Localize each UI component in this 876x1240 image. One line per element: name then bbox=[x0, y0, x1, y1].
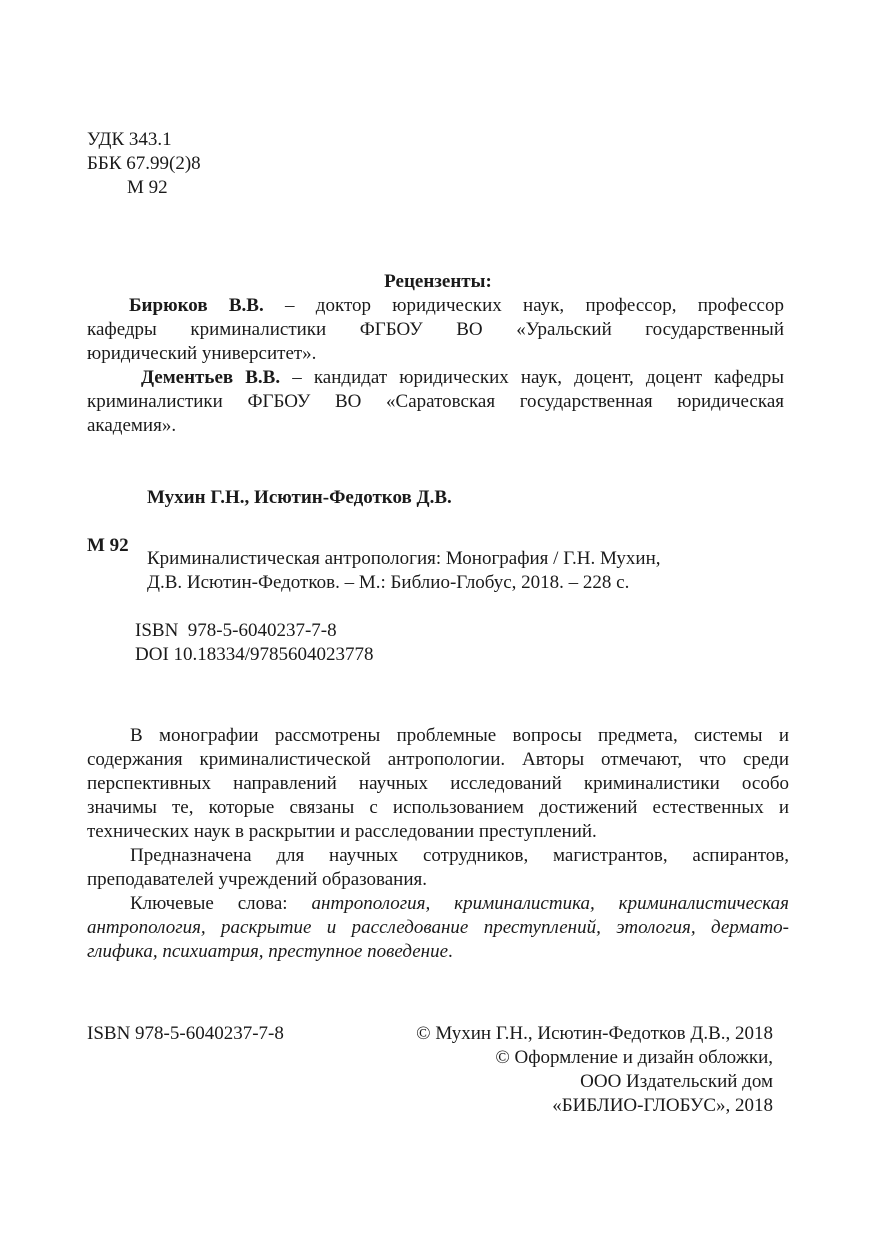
reviewer2-line2: криминалистики ФГБОУ ВО «Саратовская государственная юридическая bbox=[87, 391, 784, 412]
abstract-p1-line1: В монографии рассмотрены проблемные вопросы предмета, системы и bbox=[130, 725, 789, 746]
copyright-publisher-name: «БИБЛИО-ГЛОБУС», 2018 bbox=[552, 1095, 773, 1116]
copyright-authors: © Мухин Г.Н., Исютин-Федотков Д.В., 2018 bbox=[416, 1023, 773, 1044]
reviewer2-name: Дементьев В.В. bbox=[141, 367, 281, 388]
keywords-line3: глифика, психиатрия, преступное поведение. bbox=[87, 941, 453, 962]
bbk-code: ББК 67.99(2)8 bbox=[87, 153, 201, 174]
reviewer2-line3: академия». bbox=[87, 415, 177, 436]
authors-heading: Мухин Г.Н., Исютин-Федотков Д.В. bbox=[147, 487, 452, 508]
abstract-p2-line1: Предназначена для научных сотрудников, магистрантов, аспирантов, bbox=[130, 845, 789, 866]
footer-isbn: ISBN 978-5-6040237-7-8 bbox=[87, 1023, 284, 1044]
keywords-list: антропология, криминалистика, криминалистическая bbox=[311, 893, 789, 914]
abstract-p1-line3: перспективных направлений научных исследований криминалистики особо bbox=[87, 773, 789, 794]
keywords-line1 bbox=[87, 892, 789, 916]
bibliographic-line2: Д.В. Исютин-Федотков. – М.: Библио-Глобус, 2018. – 228 с. bbox=[147, 572, 630, 593]
keywords-label: Ключевые слова: bbox=[130, 893, 312, 914]
reviewer1-line1: Бирюков В.В. – доктор юридических наук, профессор, профессор bbox=[129, 295, 784, 316]
abstract-p1-line4: значимы те, которые связаны с использованием достижений естественных и bbox=[87, 797, 789, 818]
reviewer1-name: Бирюков В.В. bbox=[129, 295, 264, 316]
reviewer2-line1: Дементьев В.В. – кандидат юридических наук, доцент, доцент кафедры bbox=[141, 367, 784, 388]
copyright-design: © Оформление и дизайн обложки, bbox=[495, 1047, 773, 1068]
catalog-mark: М 92 bbox=[87, 535, 129, 556]
udk-code: УДК 343.1 bbox=[87, 129, 172, 150]
author-mark: М 92 bbox=[127, 177, 168, 198]
abstract-p1-line5: технических наук в раскрытии и расследовании преступлений. bbox=[87, 821, 597, 842]
reviewers-title: Рецензенты: bbox=[384, 271, 492, 292]
doi-identifier: DOI 10.18334/9785604023778 bbox=[135, 644, 374, 665]
abstract-p2-line2: преподавателей учреждений образования. bbox=[87, 869, 427, 890]
abstract-p1-line2: содержания криминалистической антропологии. Авторы отмечают, что среди bbox=[87, 749, 789, 770]
copyright-publisher: ООО Издательский дом bbox=[580, 1071, 773, 1092]
keywords-line2: антропология, раскрытие и расследование преступлений, этология, дермато- bbox=[87, 917, 789, 938]
isbn-identifier: ISBN 978-5-6040237-7-8 bbox=[135, 620, 337, 641]
bibliographic-line1: Криминалистическая антропология: Монография / Г.Н. Мухин, bbox=[147, 548, 661, 569]
reviewer1-line3: юридический университет». bbox=[87, 343, 317, 364]
reviewer1-line2: кафедры криминалистики ФГБОУ ВО «Уральский государственный bbox=[87, 319, 784, 340]
